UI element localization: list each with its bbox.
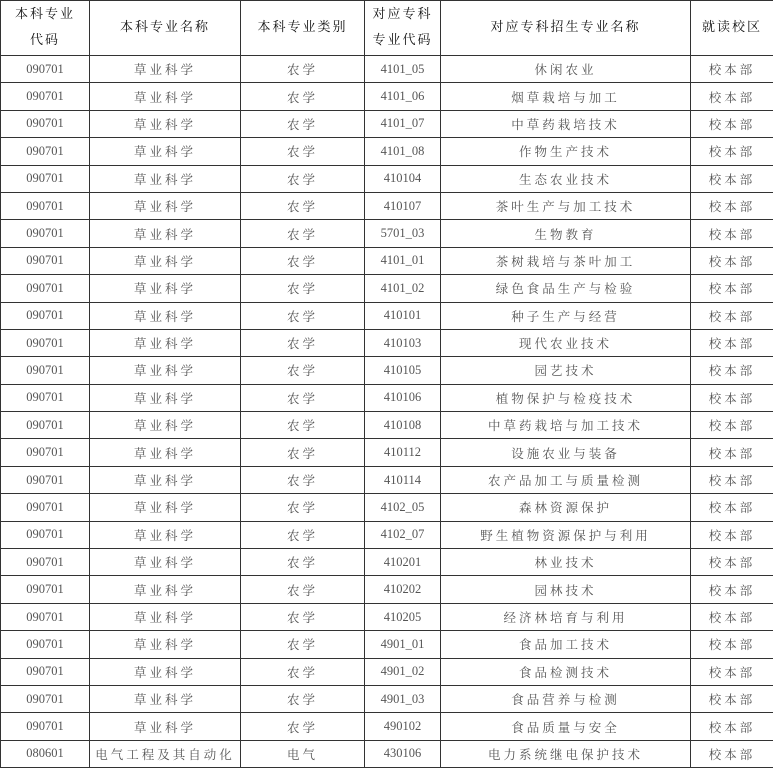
cell-undergrad-code: 090701 (1, 165, 90, 192)
cell-undergrad-category: 农学 (241, 439, 365, 466)
cell-campus: 校本部 (691, 685, 773, 712)
cell-campus: 校本部 (691, 521, 773, 548)
cell-campus: 校本部 (691, 412, 773, 439)
cell-undergrad-name: 草业科学 (90, 275, 241, 302)
table-row (1, 549, 773, 576)
table-row (1, 83, 773, 110)
cell-college-name: 休闲农业 (441, 56, 691, 83)
cell-undergrad-code: 090701 (1, 83, 90, 110)
cell-undergrad-category: 农学 (241, 329, 365, 356)
header-campus (691, 1, 773, 56)
cell-undergrad-name: 草业科学 (90, 521, 241, 548)
cell-college-code: 410202 (365, 576, 441, 603)
cell-college-name: 野生植物资源保护与利用 (441, 521, 691, 548)
cell-college-code: 410112 (365, 439, 441, 466)
cell-undergrad-name: 草业科学 (90, 658, 241, 685)
cell-undergrad-name: 草业科学 (90, 329, 241, 356)
cell-undergrad-name: 草业科学 (90, 138, 241, 165)
cell-undergrad-category: 农学 (241, 357, 365, 384)
cell-undergrad-code: 080601 (1, 740, 90, 767)
table-row (1, 713, 773, 740)
cell-college-code: 4102_05 (365, 494, 441, 521)
cell-undergrad-name: 草业科学 (90, 302, 241, 329)
cell-undergrad-category: 农学 (241, 138, 365, 165)
cell-campus: 校本部 (691, 56, 773, 83)
cell-undergrad-category: 农学 (241, 576, 365, 603)
cell-undergrad-category: 农学 (241, 412, 365, 439)
cell-college-name: 经济林培育与利用 (441, 603, 691, 630)
cell-college-name: 茶树栽培与茶叶加工 (441, 247, 691, 274)
cell-undergrad-name: 草业科学 (90, 357, 241, 384)
table-row (1, 631, 773, 658)
cell-undergrad-code: 090701 (1, 603, 90, 630)
cell-college-code: 410105 (365, 357, 441, 384)
cell-undergrad-name: 草业科学 (90, 439, 241, 466)
cell-undergrad-name: 草业科学 (90, 83, 241, 110)
cell-undergrad-name: 草业科学 (90, 247, 241, 274)
table-row (1, 247, 773, 274)
cell-undergrad-category: 农学 (241, 165, 365, 192)
cell-undergrad-name: 草业科学 (90, 192, 241, 219)
cell-undergrad-category: 农学 (241, 466, 365, 493)
cell-college-code: 410114 (365, 466, 441, 493)
cell-campus: 校本部 (691, 658, 773, 685)
cell-campus: 校本部 (691, 165, 773, 192)
header-label: 本科专业名称 (119, 20, 210, 35)
cell-undergrad-category: 农学 (241, 713, 365, 740)
cell-undergrad-name: 草业科学 (90, 220, 241, 247)
cell-undergrad-name: 草业科学 (90, 576, 241, 603)
cell-college-name: 生态农业技术 (441, 165, 691, 192)
cell-undergrad-name: 草业科学 (90, 110, 241, 137)
cell-undergrad-category: 电气 (241, 740, 365, 767)
cell-undergrad-code: 090701 (1, 439, 90, 466)
cell-undergrad-code: 090701 (1, 412, 90, 439)
header-undergrad-category (241, 1, 365, 56)
cell-undergrad-code: 090701 (1, 302, 90, 329)
cell-college-code: 4101_07 (365, 110, 441, 137)
header-label: 本科专业代码 (14, 7, 75, 48)
header-label: 对应专科招生专业名称 (490, 20, 641, 35)
cell-college-code: 4101_01 (365, 247, 441, 274)
cell-campus: 校本部 (691, 549, 773, 576)
cell-undergrad-code: 090701 (1, 576, 90, 603)
cell-college-code: 410108 (365, 412, 441, 439)
cell-college-code: 4901_03 (365, 685, 441, 712)
cell-college-name: 食品质量与安全 (441, 713, 691, 740)
cell-campus: 校本部 (691, 275, 773, 302)
table-row (1, 384, 773, 411)
cell-college-name: 食品加工技术 (441, 631, 691, 658)
cell-college-code: 430106 (365, 740, 441, 767)
table-row (1, 521, 773, 548)
cell-undergrad-category: 农学 (241, 83, 365, 110)
cell-college-code: 410205 (365, 603, 441, 630)
cell-college-code: 4101_06 (365, 83, 441, 110)
cell-college-code: 4101_05 (365, 56, 441, 83)
cell-undergrad-category: 农学 (241, 302, 365, 329)
cell-campus: 校本部 (691, 631, 773, 658)
cell-undergrad-code: 090701 (1, 56, 90, 83)
table-row (1, 275, 773, 302)
table-row (1, 412, 773, 439)
header-college-name (441, 1, 691, 56)
cell-campus: 校本部 (691, 302, 773, 329)
cell-campus: 校本部 (691, 439, 773, 466)
cell-undergrad-category: 农学 (241, 494, 365, 521)
cell-college-code: 410107 (365, 192, 441, 219)
header-row (1, 1, 773, 56)
cell-undergrad-category: 农学 (241, 658, 365, 685)
cell-undergrad-name: 草业科学 (90, 685, 241, 712)
cell-undergrad-name: 草业科学 (90, 165, 241, 192)
cell-college-code: 410106 (365, 384, 441, 411)
cell-college-name: 森林资源保护 (441, 494, 691, 521)
cell-college-code: 490102 (365, 713, 441, 740)
table-row (1, 466, 773, 493)
cell-undergrad-code: 090701 (1, 494, 90, 521)
cell-undergrad-code: 090701 (1, 220, 90, 247)
cell-undergrad-code: 090701 (1, 713, 90, 740)
cell-undergrad-name: 草业科学 (90, 466, 241, 493)
table-row (1, 658, 773, 685)
cell-college-code: 4901_01 (365, 631, 441, 658)
cell-undergrad-code: 090701 (1, 138, 90, 165)
cell-undergrad-category: 农学 (241, 685, 365, 712)
cell-undergrad-name: 草业科学 (90, 713, 241, 740)
cell-college-name: 电力系统继电保护技术 (441, 740, 691, 767)
cell-college-name: 林业技术 (441, 549, 691, 576)
cell-campus: 校本部 (691, 329, 773, 356)
cell-undergrad-code: 090701 (1, 521, 90, 548)
cell-campus: 校本部 (691, 603, 773, 630)
cell-undergrad-code: 090701 (1, 110, 90, 137)
table-row (1, 576, 773, 603)
cell-campus: 校本部 (691, 384, 773, 411)
cell-undergrad-code: 090701 (1, 384, 90, 411)
cell-undergrad-name: 草业科学 (90, 549, 241, 576)
cell-college-name: 生物教育 (441, 220, 691, 247)
cell-campus: 校本部 (691, 138, 773, 165)
cell-college-name: 烟草栽培与加工 (441, 83, 691, 110)
cell-undergrad-name: 草业科学 (90, 603, 241, 630)
table-row (1, 603, 773, 630)
cell-college-name: 作物生产技术 (441, 138, 691, 165)
cell-college-name: 种子生产与经营 (441, 302, 691, 329)
cell-undergrad-category: 农学 (241, 384, 365, 411)
header-college-code (365, 1, 441, 56)
cell-undergrad-category: 农学 (241, 549, 365, 576)
table-row (1, 494, 773, 521)
cell-campus: 校本部 (691, 740, 773, 767)
cell-undergrad-code: 090701 (1, 357, 90, 384)
table-row (1, 192, 773, 219)
table-body (1, 56, 773, 768)
cell-undergrad-code: 090701 (1, 658, 90, 685)
cell-college-code: 410104 (365, 165, 441, 192)
table-row (1, 165, 773, 192)
cell-college-name: 食品营养与检测 (441, 685, 691, 712)
cell-campus: 校本部 (691, 247, 773, 274)
cell-undergrad-code: 090701 (1, 275, 90, 302)
cell-undergrad-name: 草业科学 (90, 412, 241, 439)
cell-campus: 校本部 (691, 466, 773, 493)
cell-college-code: 410103 (365, 329, 441, 356)
cell-college-name: 植物保护与检疫技术 (441, 384, 691, 411)
cell-college-name: 农产品加工与质量检测 (441, 466, 691, 493)
cell-college-name: 茶叶生产与加工技术 (441, 192, 691, 219)
cell-college-code: 4102_07 (365, 521, 441, 548)
header-undergrad-code (1, 1, 90, 56)
header-label: 本科专业类别 (257, 20, 348, 35)
cell-undergrad-code: 090701 (1, 247, 90, 274)
cell-college-name: 绿色食品生产与检验 (441, 275, 691, 302)
cell-undergrad-code: 090701 (1, 685, 90, 712)
cell-undergrad-code: 090701 (1, 549, 90, 576)
table-row (1, 56, 773, 83)
table-row (1, 329, 773, 356)
cell-campus: 校本部 (691, 357, 773, 384)
cell-undergrad-code: 090701 (1, 466, 90, 493)
cell-undergrad-category: 农学 (241, 603, 365, 630)
cell-undergrad-name: 草业科学 (90, 384, 241, 411)
cell-campus: 校本部 (691, 110, 773, 137)
cell-undergrad-name: 草业科学 (90, 494, 241, 521)
cell-undergrad-category: 农学 (241, 521, 365, 548)
header-undergrad-name (90, 1, 241, 56)
cell-campus: 校本部 (691, 576, 773, 603)
cell-undergrad-category: 农学 (241, 631, 365, 658)
cell-undergrad-code: 090701 (1, 329, 90, 356)
cell-undergrad-category: 农学 (241, 247, 365, 274)
cell-college-code: 410201 (365, 549, 441, 576)
cell-undergrad-code: 090701 (1, 192, 90, 219)
cell-college-code: 410101 (365, 302, 441, 329)
cell-undergrad-category: 农学 (241, 192, 365, 219)
table-row (1, 439, 773, 466)
cell-campus: 校本部 (691, 192, 773, 219)
cell-college-name: 园艺技术 (441, 357, 691, 384)
cell-undergrad-name: 电气工程及其自动化 (90, 740, 241, 767)
cell-undergrad-category: 农学 (241, 275, 365, 302)
table-row (1, 302, 773, 329)
cell-college-name: 设施农业与装备 (441, 439, 691, 466)
cell-college-name: 食品检测技术 (441, 658, 691, 685)
cell-campus: 校本部 (691, 713, 773, 740)
cell-college-code: 4101_02 (365, 275, 441, 302)
header-label: 就读校区 (701, 20, 762, 35)
header-label: 对应专科专业代码 (372, 7, 433, 48)
table-row (1, 138, 773, 165)
table-row (1, 110, 773, 137)
cell-college-code: 4901_02 (365, 658, 441, 685)
cell-campus: 校本部 (691, 220, 773, 247)
table-row (1, 740, 773, 767)
cell-undergrad-category: 农学 (241, 110, 365, 137)
cell-undergrad-name: 草业科学 (90, 631, 241, 658)
table-row (1, 357, 773, 384)
cell-undergrad-category: 农学 (241, 220, 365, 247)
cell-college-name: 中草药栽培技术 (441, 110, 691, 137)
table-row (1, 220, 773, 247)
cell-college-name: 中草药栽培与加工技术 (441, 412, 691, 439)
cell-undergrad-name: 草业科学 (90, 56, 241, 83)
cell-campus: 校本部 (691, 494, 773, 521)
cell-college-name: 园林技术 (441, 576, 691, 603)
table-row (1, 685, 773, 712)
cell-college-code: 4101_08 (365, 138, 441, 165)
cell-undergrad-code: 090701 (1, 631, 90, 658)
cell-college-name: 现代农业技术 (441, 329, 691, 356)
cell-undergrad-category: 农学 (241, 56, 365, 83)
cell-college-code: 5701_03 (365, 220, 441, 247)
cell-campus: 校本部 (691, 83, 773, 110)
